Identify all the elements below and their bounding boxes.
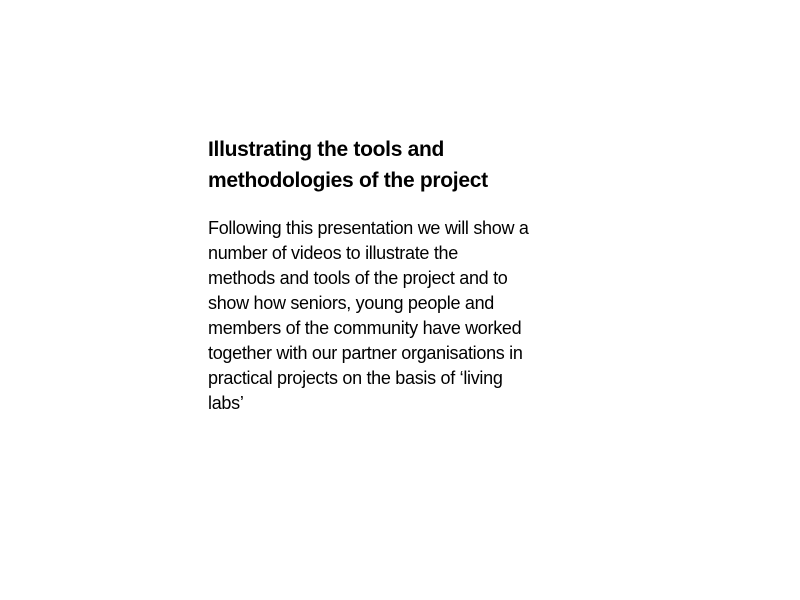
slide-title [208, 134, 608, 196]
slide-content [208, 134, 608, 416]
slide-body-text [208, 216, 608, 416]
body-line: practical projects on the basis of ‘living [208, 368, 503, 388]
body-line: Following this presentation we will show a [208, 218, 529, 238]
body-line: together with our partner organisations in [208, 343, 523, 363]
body-line: number of videos to illustrate the [208, 243, 458, 263]
body-line: members of the community have worked [208, 318, 522, 338]
title-line: Illustrating the tools and [208, 138, 445, 161]
body-line: show how seniors, young people and [208, 293, 495, 313]
title-line: methodologies of the project [208, 169, 488, 192]
body-line: methods and tools of the project and to [208, 268, 508, 288]
body-line: labs’ [208, 393, 244, 413]
